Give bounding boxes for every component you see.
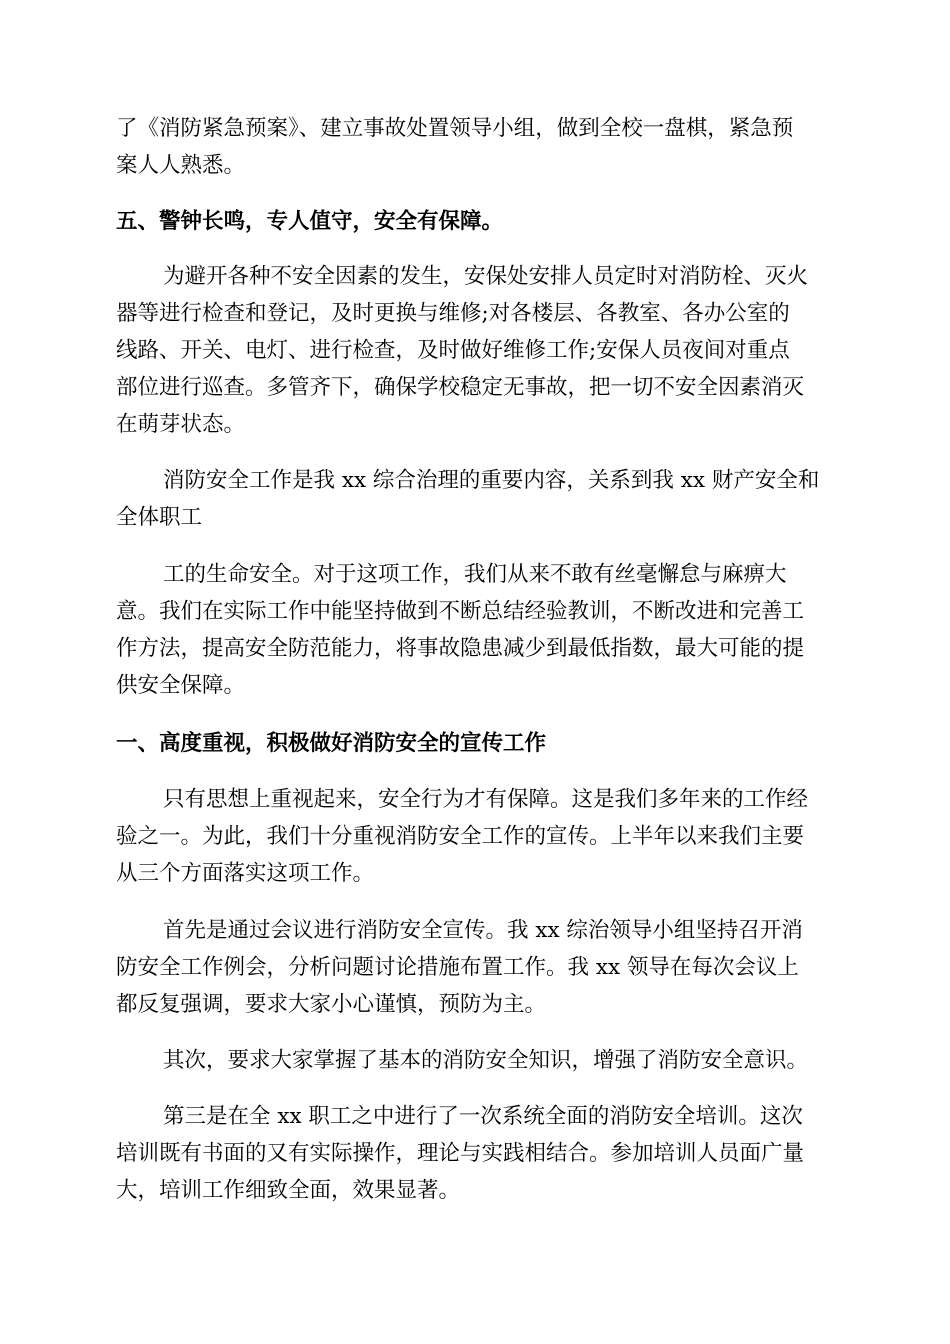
text-line: 工的生命安全。对于这项工作，我们从来不敢有丝毫懈怠与麻痹大 [163, 562, 787, 587]
text-line: 培训既有书面的又有实际操作，理论与实践相结合。参加培训人员面广量 [116, 1141, 805, 1166]
paragraph-knowledge [116, 1042, 832, 1079]
text-line: 首先是通过会议进行消防安全宣传。我 xx 综治领导小组坚持召开消 [163, 918, 803, 943]
text-line: 都反复强调，要求大家小心谨慎，预防为主。 [116, 992, 547, 1017]
paragraph-inspection [116, 258, 832, 443]
text-line: 防安全工作例会，分析问题讨论措施布置工作。我 xx 领导在每次会议上 [116, 955, 799, 980]
text-line: 为避开各种不安全因素的发生，安保处安排人员定时对消防栓、灭火 [163, 264, 809, 289]
text-line: 部位进行巡查。多管齐下，确保学校稳定无事故，把一切不安全因素消灭 [116, 375, 805, 400]
paragraph-fire-safety-intro [116, 462, 832, 536]
text-line: 全体职工 [116, 505, 203, 530]
paragraph-emergency-plan [116, 110, 832, 184]
text-line: 器等进行检查和登记，及时更换与维修;对各楼层、各教室、各办公室的 [116, 301, 790, 326]
text-line: 从三个方面落实这项工作。 [116, 861, 375, 886]
text-line: 大，培训工作细致全面，效果显著。 [116, 1178, 461, 1203]
text-line: 第三是在全 xx 职工之中进行了一次系统全面的消防安全培训。这次 [163, 1104, 803, 1129]
paragraph-training [116, 1098, 832, 1209]
text-line: 供安全保障。 [116, 673, 246, 698]
paragraph-awareness [116, 781, 832, 892]
text-line: 验之一。为此，我们十分重视消防安全工作的宣传。上半年以来我们主要 [116, 824, 805, 849]
text-line: 案人人熟悉。 [116, 153, 246, 178]
text-line: 意。我们在实际工作中能坚持做到不断总结经验教训，不断改进和完善工 [116, 599, 805, 624]
paragraph-life-safety [116, 556, 832, 704]
text-line: 作方法，提高安全防范能力，将事故隐患减少到最低指数，最大可能的提 [116, 636, 805, 661]
section-heading-one: 一、高度重视，积极做好消防安全的宣传工作 [116, 731, 547, 756]
text-line: 只有思想上重视起来，安全行为才有保障。这是我们多年来的工作经 [163, 787, 809, 812]
text-line: 在萌芽状态。 [116, 412, 246, 437]
text-line: 线路、开关、电灯、进行检查，及时做好维修工作;安保人员夜间对重点 [116, 338, 790, 363]
section-heading-five: 五、警钟长鸣，专人值守，安全有保障。 [116, 209, 504, 234]
paragraph-meetings [116, 912, 832, 1023]
text-line: 消防安全工作是我 xx 综合治理的重要内容，关系到我 xx 财产安全和 [163, 468, 820, 493]
text-line: 了《消防紧急预案》、建立事故处置领导小组，做到全校一盘棋，紧急预 [116, 116, 794, 141]
text-line: 其次，要求大家掌握了基本的消防安全知识，增强了消防安全意识。 [163, 1048, 809, 1073]
